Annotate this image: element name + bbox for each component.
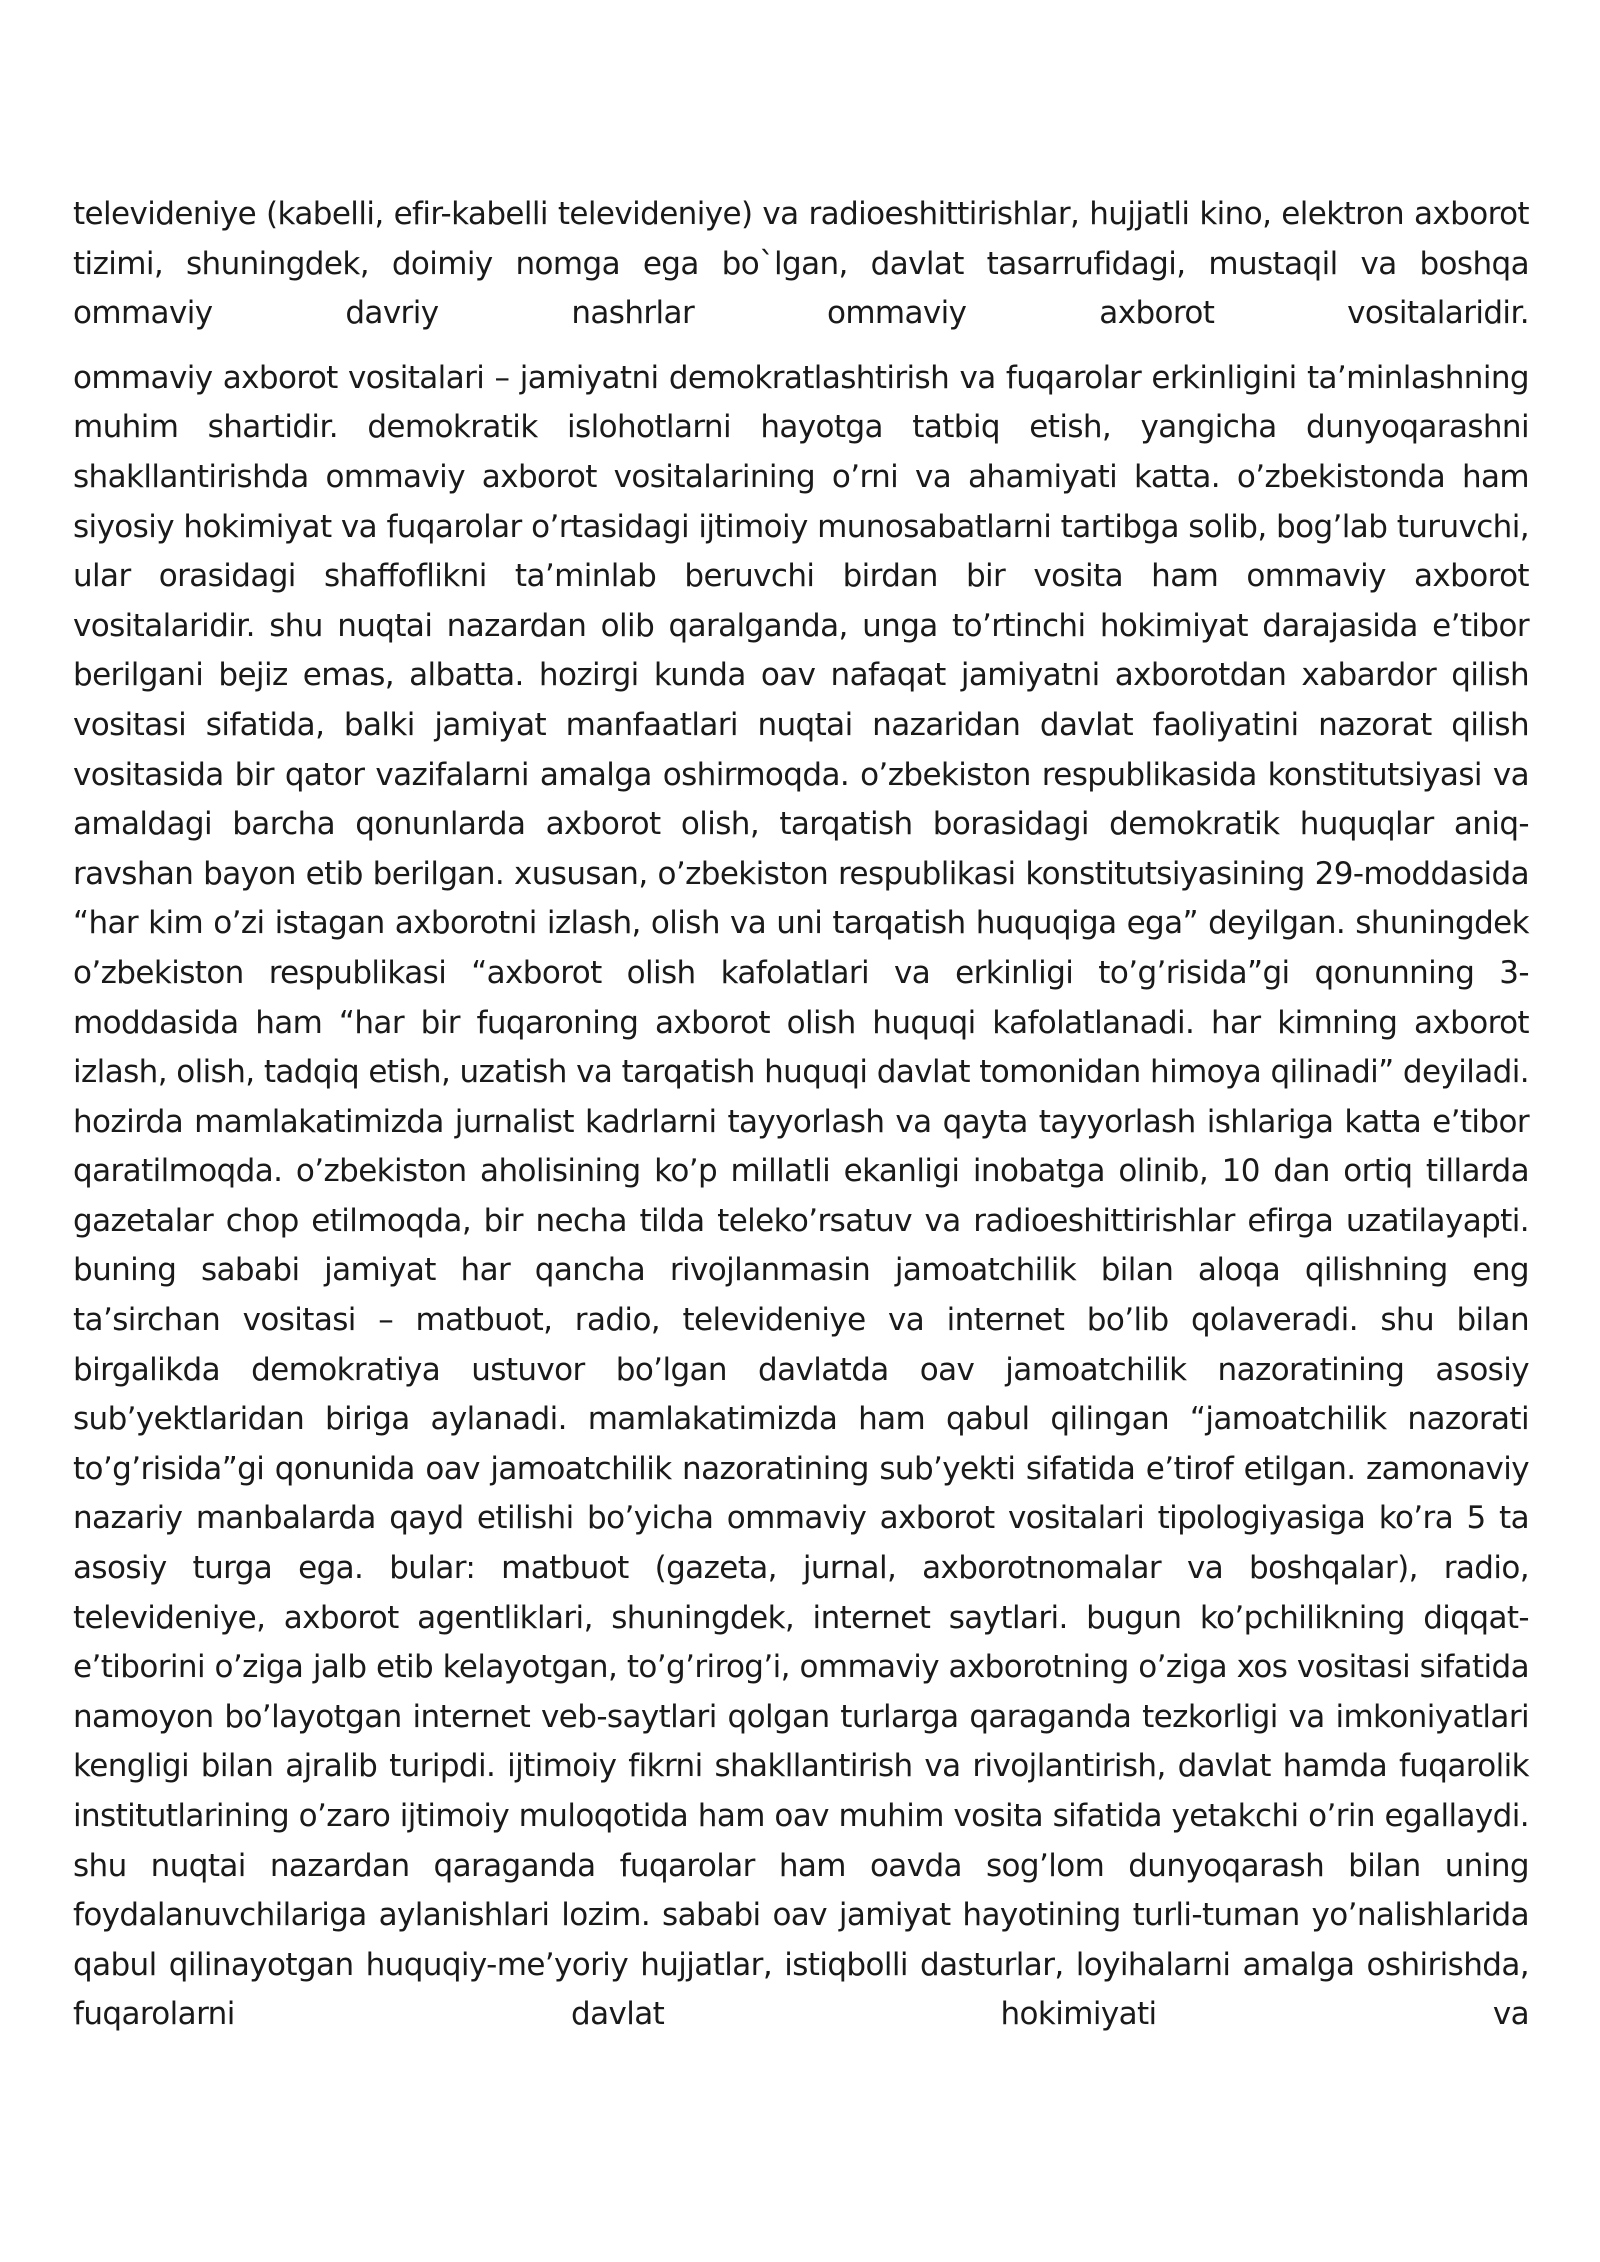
document-body xyxy=(73,190,1529,2040)
paragraph-main: ommaviy axborot vositalari – jamiyatni demokratlashtirish va fuqarolar erkinligini ta’minlashning muhim shartidir. demokratik islohotlarni hayotga tatbiq etish, yangicha dunyoqarashni shakllantirishda ommaviy axborot vositalarining o’rni va ahamiyati katta. o’zbekistonda ham siyosiy hokimiyat va fuqarolar o’rtasidagi ijtimoiy munosabatlarni tartibga solib, bog’lab turuvchi, ular orasidagi shaffoflikni ta’minlab beruvchi birdan bir vosita ham ommaviy axborot vositalaridir. shu nuqtai nazardan olib qaralganda, unga to’rtinchi hokimiyat darajasida e’tibor berilgani bejiz emas, albatta. hozirgi kunda oav nafaqat jamiyatni axborotdan xabardor qilish vositasi sifatida, balki jamiyat manfaatlari nuqtai nazaridan davlat faoliyatini nazorat qilish vositasida bir qator vazifalarni amalga oshirmoqda. o’zbekiston respublikasida konstitutsiyasi va amaldagi barcha qonunlarda axborot olish, tarqatish borasidagi demokratik huquqlar aniq-ravshan bayon etib berilgan. xususan, o’zbekiston respublikasi konstitutsiyasining 29-moddasida “har kim o’zi istagan axborotni izlash, olish va uni tarqatish huquqiga ega” deyilgan. shuningdek o’zbekiston respublikasi “axborot olish kafolatlari va erkinligi to’g’risida”gi qonunning 3-moddasida ham “har bir fuqaroning axborot olish huquqi kafolatlanadi. har kimning axborot izlash, olish, tadqiq etish, uzatish va tarqatish huquqi davlat tomonidan himoya qilinadi” deyiladi. hozirda mamlakatimizda jurnalist kadrlarni tayyorlash va qayta tayyorlash ishlariga katta e’tibor qaratilmoqda. o’zbekiston aholisining ko’p millatli ekanligi inobatga olinib, 10 dan ortiq tillarda gazetalar chop etilmoqda, bir necha tilda teleko’rsatuv va radioeshittirishlar efirga uzatilayapti. buning sababi jamiyat har qancha rivojlanmasin jamoatchilik bilan aloqa qilishning eng ta’sirchan vositasi – matbuot, radio, televideniye va internet bo’lib qolaveradi. shu bilan birgalikda demokratiya ustuvor bo’lgan davlatda oav jamoatchilik nazoratining asosiy sub’yektlaridan biriga aylanadi. mamlakatimizda ham qabul qilingan “jamoatchilik nazorati to’g’risida”gi qonunida oav jamoatchilik nazoratining sub’yekti sifatida e’tirof etilgan. zamonaviy nazariy manbalarda qayd etilishi bo’yicha ommaviy axborot vositalari tipologiyasiga ko’ra 5 ta asosiy turga ega. bular: matbuot (gazeta, jurnal, axborotnomalar va boshqalar), radio, televideniye, axborot agentliklari, shuningdek, internet saytlari. bugun ko’pchilikning diqqat-e’tiborini o’ziga jalb etib kelayotgan, to’g’rirog’i, ommaviy axborotning o’ziga xos vositasi sifatida namoyon bo’layotgan internet veb-saytlari qolgan turlarga qaraganda tezkorligi va imkoniyatlari kengligi bilan ajralib turipdi. ijtimoiy fikrni shakllantirish va rivojlantirish, davlat hamda fuqarolik institutlarining o’zaro ijtimoiy muloqotida ham oav muhim vosita sifatida yetakchi o’rin egallaydi. shu nuqtai nazardan qaraganda fuqarolar ham oavda sog’lom dunyoqarash bilan uning foydalanuvchilariga aylanishlari lozim. sababi oav jamiyat hayotining turli-tuman yo’nalishlarida qabul qilinayotgan huquqiy-me’yoriy hujjatlar, istiqbolli dasturlar, loyihalarni amalga oshirishda, fuqarolarni davlat hokimiyati va xyxy=(73,359,1529,2033)
paragraph-intro: televideniye (kabelli, efir-kabelli televideniye) va radioeshittirishlar, hujjatli kino, elektron axborot tizimi, shuningdek, doimiy nomga ega bo`lgan, davlat tasarrufidagi, mustaqil va boshqa ommaviy davriy nashrlar ommaviy axborot vositalaridir. xyxy=(73,196,1529,332)
